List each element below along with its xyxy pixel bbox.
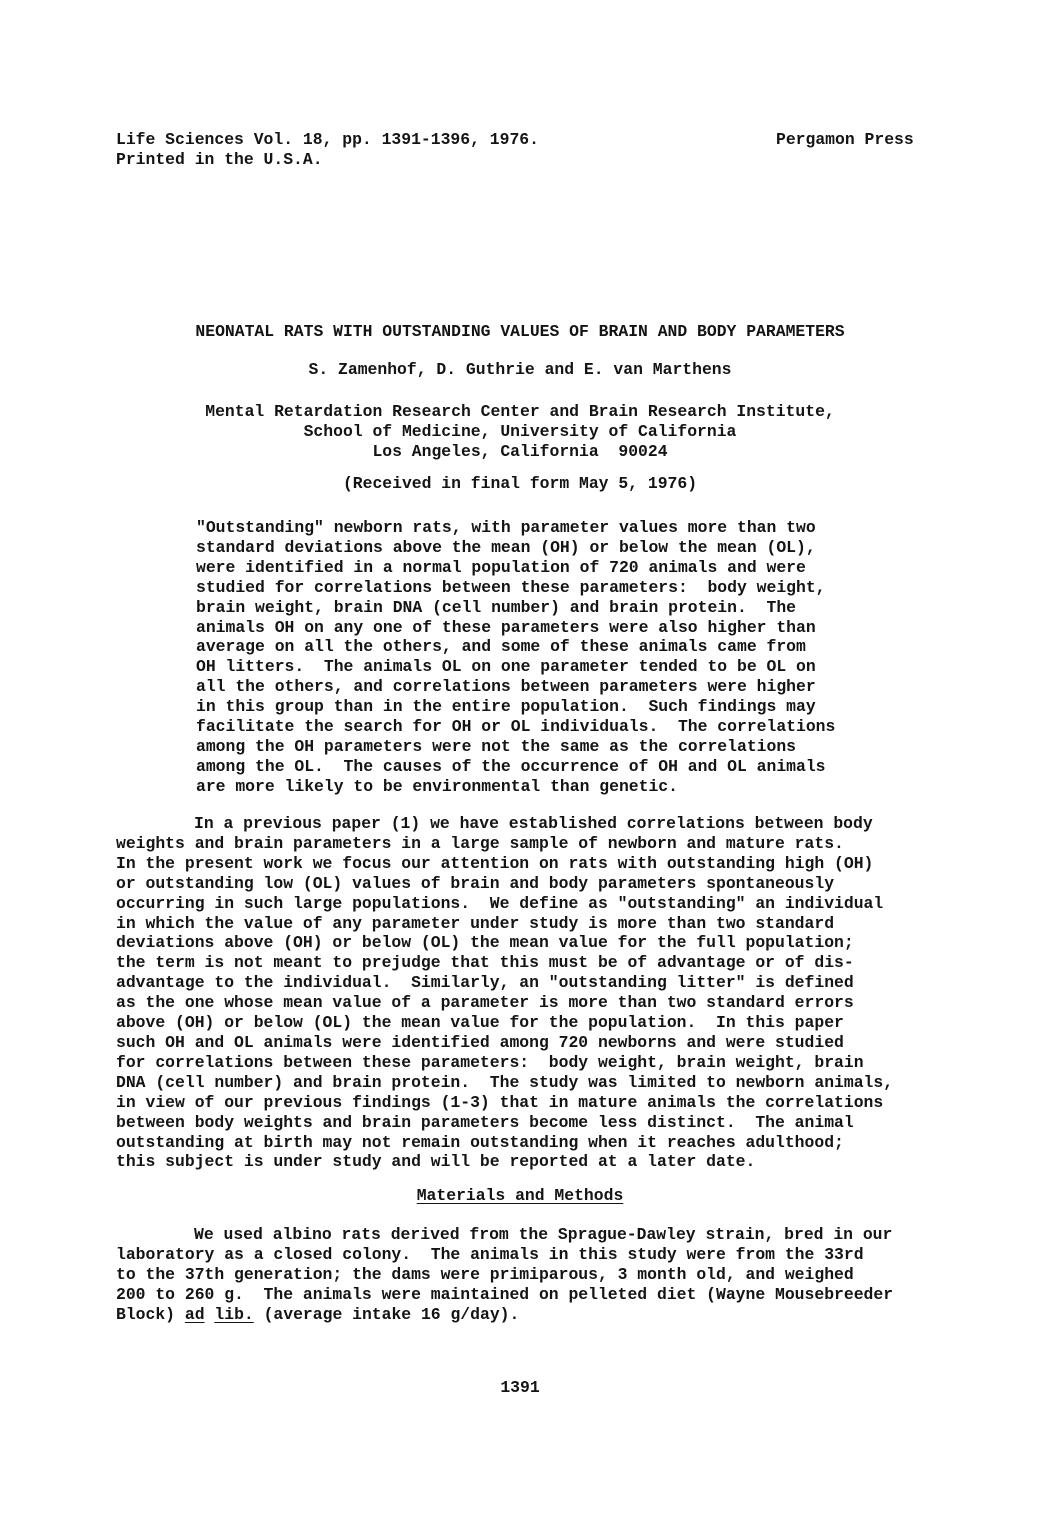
intro-line: DNA (cell number) and brain protein. The study was limited to newborn animals,: [116, 1072, 894, 1092]
intro-line: between body weights and brain parameters become less distinct. The animal: [116, 1112, 854, 1132]
italic-term-lib: lib.: [214, 1304, 254, 1324]
abstract-line: were identified in a normal population of 720 animals and were: [196, 557, 806, 577]
abstract-line: in this group than in the entire population. Such findings may: [196, 697, 816, 717]
intro-line: in which the value of any parameter under study is more than two standard: [116, 913, 835, 933]
intro-line: above (OH) or below (OL) the mean value for the population. In this paper: [116, 1013, 844, 1033]
abstract-line: are more likely to be environmental than genetic.: [196, 776, 678, 796]
section-heading-materials-methods: Materials and Methods: [416, 1186, 624, 1205]
intro-line: such OH and OL animals were identified among 720 newborns and were studied: [116, 1032, 844, 1052]
intro-line: In a previous paper (1) we have established correlations between body: [194, 814, 873, 833]
methods-text: Block): [116, 1304, 185, 1324]
abstract-line: "Outstanding" newborn rats, with parameter values more than two: [196, 518, 816, 537]
methods-text: (average intake 16 g/day).: [253, 1304, 520, 1324]
methods-line: laboratory as a closed colony. The animals in this study were from the 33rd: [116, 1244, 864, 1264]
italic-term-ad: ad: [184, 1304, 205, 1324]
received-date: (Received in final form May 5, 1976): [342, 474, 698, 493]
intro-line: deviations above (OH) or below (OL) the mean value for the full population;: [116, 933, 854, 953]
methods-paragraph: [116, 1225, 893, 1325]
intro-line: advantage to the individual. Similarly, an "outstanding litter" is defined: [116, 973, 854, 993]
affiliation: [0, 402, 1040, 462]
intro-line: the term is not meant to prejudge that this must be of advantage or of dis-: [116, 953, 854, 973]
publisher: Pergamon Press: [776, 130, 914, 149]
methods-line: to the 37th generation; the dams were primiparous, 3 month old, and weighed: [116, 1264, 854, 1284]
abstract-line: brain weight, brain DNA (cell number) and brain protein. The: [196, 597, 796, 617]
intro-line: for correlations between these parameters: body weight, brain weight, brain: [116, 1052, 864, 1072]
methods-line: We used albino rats derived from the Sprague-Dawley strain, bred in our: [194, 1225, 893, 1244]
abstract-line: among the OL. The causes of the occurrence of OH and OL animals: [196, 756, 826, 776]
abstract-line: animals OH on any one of these parameters were also higher than: [196, 617, 816, 637]
page-number: 1391: [500, 1378, 540, 1397]
intro-line: or outstanding low (OL) values of brain and body parameters spontaneously: [116, 873, 835, 893]
affiliation-line: Mental Retardation Research Center and Brain Research Institute,: [205, 402, 835, 421]
intro-line: as the one whose mean value of a parameter is more than two standard errors: [116, 993, 854, 1013]
authors: S. Zamenhof, D. Guthrie and E. van Marthens: [308, 360, 732, 379]
journal-citation: Life Sciences Vol. 18, pp. 1391-1396, 1976.: [116, 130, 539, 149]
abstract-line: average on all the others, and some of these animals came from: [196, 637, 806, 657]
abstract-line: studied for correlations between these parameters: body weight,: [196, 577, 826, 597]
abstract: [196, 518, 835, 797]
intro-line: In the present work we focus our attention on rats with outstanding high (OH): [116, 853, 874, 873]
affiliation-line: School of Medicine, University of California: [303, 421, 737, 441]
affiliation-line: Los Angeles, California 90024: [372, 441, 668, 461]
paper-title: NEONATAL RATS WITH OUTSTANDING VALUES OF BRAIN AND BODY PARAMETERS: [195, 322, 845, 341]
abstract-line: OH litters. The animals OL on one parameter tended to be OL on: [196, 657, 816, 677]
abstract-line: all the others, and correlations between parameters were higher: [196, 677, 816, 697]
intro-line: this subject is under study and will be reported at a later date.: [116, 1152, 756, 1172]
methods-line: [116, 1305, 893, 1325]
intro-line: occurring in such large populations. We define as "outstanding" an individual: [116, 893, 884, 913]
printed-in: Printed in the U.S.A.: [116, 150, 323, 169]
methods-line: 200 to 260 g. The animals were maintained on pelleted diet (Wayne Mousebreeder: [116, 1284, 894, 1304]
intro-line: in view of our previous findings (1-3) that in mature animals the correlations: [116, 1092, 884, 1112]
introduction: [116, 814, 893, 1172]
intro-line: weights and brain parameters in a large sample of newborn and mature rats.: [116, 833, 844, 853]
abstract-line: among the OH parameters were not the same as the correlations: [196, 736, 796, 756]
intro-line: outstanding at birth may not remain outstanding when it reaches adulthood;: [116, 1132, 844, 1152]
abstract-line: facilitate the search for OH or OL individuals. The correlations: [196, 717, 836, 737]
abstract-line: standard deviations above the mean (OH) or below the mean (OL),: [196, 537, 816, 557]
